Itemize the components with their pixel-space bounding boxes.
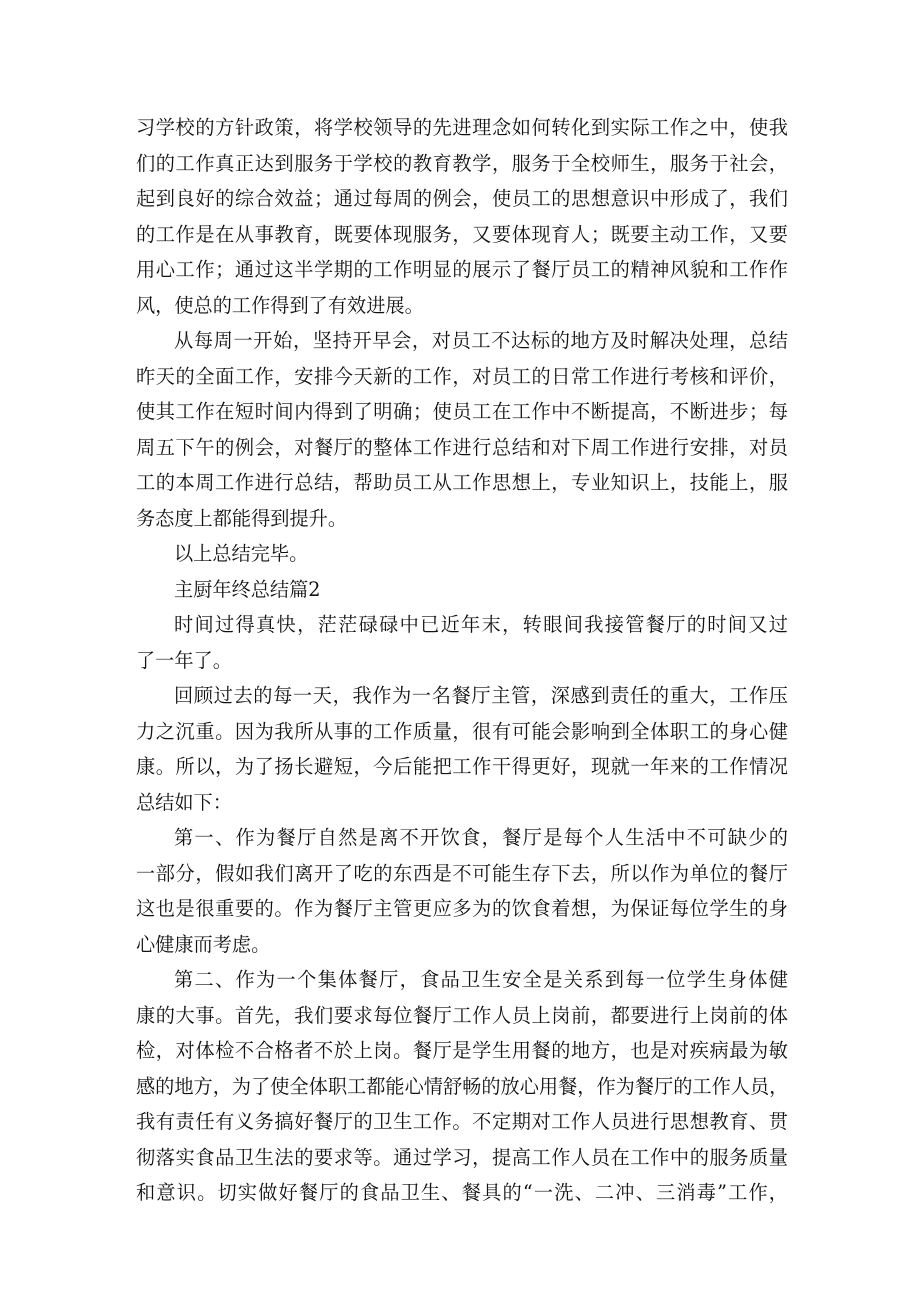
body-line: 第一、作为餐厅自然是离不开饮食，餐厅是每个人生活中不可缺少的 — [174, 826, 788, 849]
body-line: 心健康而考虑。 — [136, 932, 271, 956]
body-line: 康。所以，为了扬长避短，今后能把工作干得更好，现就一年来的工作情况 — [136, 755, 788, 778]
body-line: 从每周一开始，坚持开早会，对员工不达标的地方及时解决处理，总结 — [174, 329, 788, 352]
body-line: 起到良好的综合效益；通过每周的例会，使员工的思想意识中形成了，我们 — [136, 187, 788, 210]
body-line: 一部分，假如我们离开了吃的东西是不可能生存下去，所以作为单位的餐厅 — [136, 861, 788, 885]
body-line: 回顾过去的每一天，我作为一名餐厅主管，深感到责任的重大，工作压 — [174, 684, 788, 707]
closing-line: 以上总结完毕。 — [174, 542, 309, 565]
body-line: 务态度上都能得到提升。 — [136, 506, 348, 530]
body-line: 们的工作真正达到服务于学校的教育教学，服务于全校师生，服务于社会， — [136, 151, 788, 175]
body-line: 力之沉重。因为我所从事的工作质量，很有可能会影响到全体职工的身心健 — [136, 719, 788, 743]
body-line: 彻落实食品卫生法的要求等。通过学习，提高工作人员在工作中的服务质量 — [136, 1145, 788, 1169]
body-line: 工的本周工作进行总结，帮助员工从工作思想上，专业知识上，技能上，服 — [136, 471, 788, 494]
body-line: 了一年了。 — [136, 648, 232, 672]
body-line: 周五下午的例会，对餐厅的整体工作进行总结和对下周工作进行安排，对员 — [136, 435, 788, 459]
body-line: 我有责任有义务搞好餐厅的卫生工作。不定期对工作人员进行思想教育、贯 — [136, 1110, 788, 1133]
body-line: 检，对体检不合格者不於上岗。餐厅是学生用餐的地方，也是对疾病最为敏 — [136, 1039, 788, 1062]
body-line: 时间过得真快，茫茫碌碌中已近年末，转眼间我接管餐厅的时间又过 — [174, 613, 788, 636]
body-line: 用心工作；通过这半学期的工作明显的展示了餐厅员工的精神风貌和工作作 — [136, 258, 788, 281]
document-body — [136, 110, 788, 1211]
body-line: 这也是很重要的。作为餐厅主管更应多为的饮食着想，为保证每位学生的身 — [136, 897, 788, 920]
body-line: 总结如下： — [136, 790, 232, 814]
body-line: 使其工作在短时间内得到了明确；使员工在工作中不断提高，不断进步；每 — [136, 400, 788, 423]
body-line: 的工作是在从事教育，既要体现服务，又要体现育人；既要主动工作，又要 — [136, 222, 788, 246]
body-line: 第二、作为一个集体餐厅，食品卫生安全是关系到每一位学生身体健 — [174, 968, 788, 991]
body-line: 昨天的全面工作，安排今天新的工作，对员工的日常工作进行考核和评价， — [136, 364, 788, 388]
section-heading: 主厨年终总结篇2 — [174, 577, 321, 601]
body-line: 和意识。切实做好餐厅的食品卫生、餐具的“一洗、二冲、三消毒”工作， — [136, 1181, 788, 1204]
body-line: 感的地方，为了使全体职工都能心情舒畅的放心用餐，作为餐厅的工作人员， — [136, 1074, 789, 1098]
body-line: 习学校的方针政策，将学校领导的先进理念如何转化到实际工作之中，使我 — [136, 116, 788, 139]
body-line: 风，使总的工作得到了有效进展。 — [136, 293, 424, 317]
body-line: 康的大事。首先，我们要求每位餐厅工作人员上岗前，都要进行上岗前的体 — [136, 1003, 788, 1027]
